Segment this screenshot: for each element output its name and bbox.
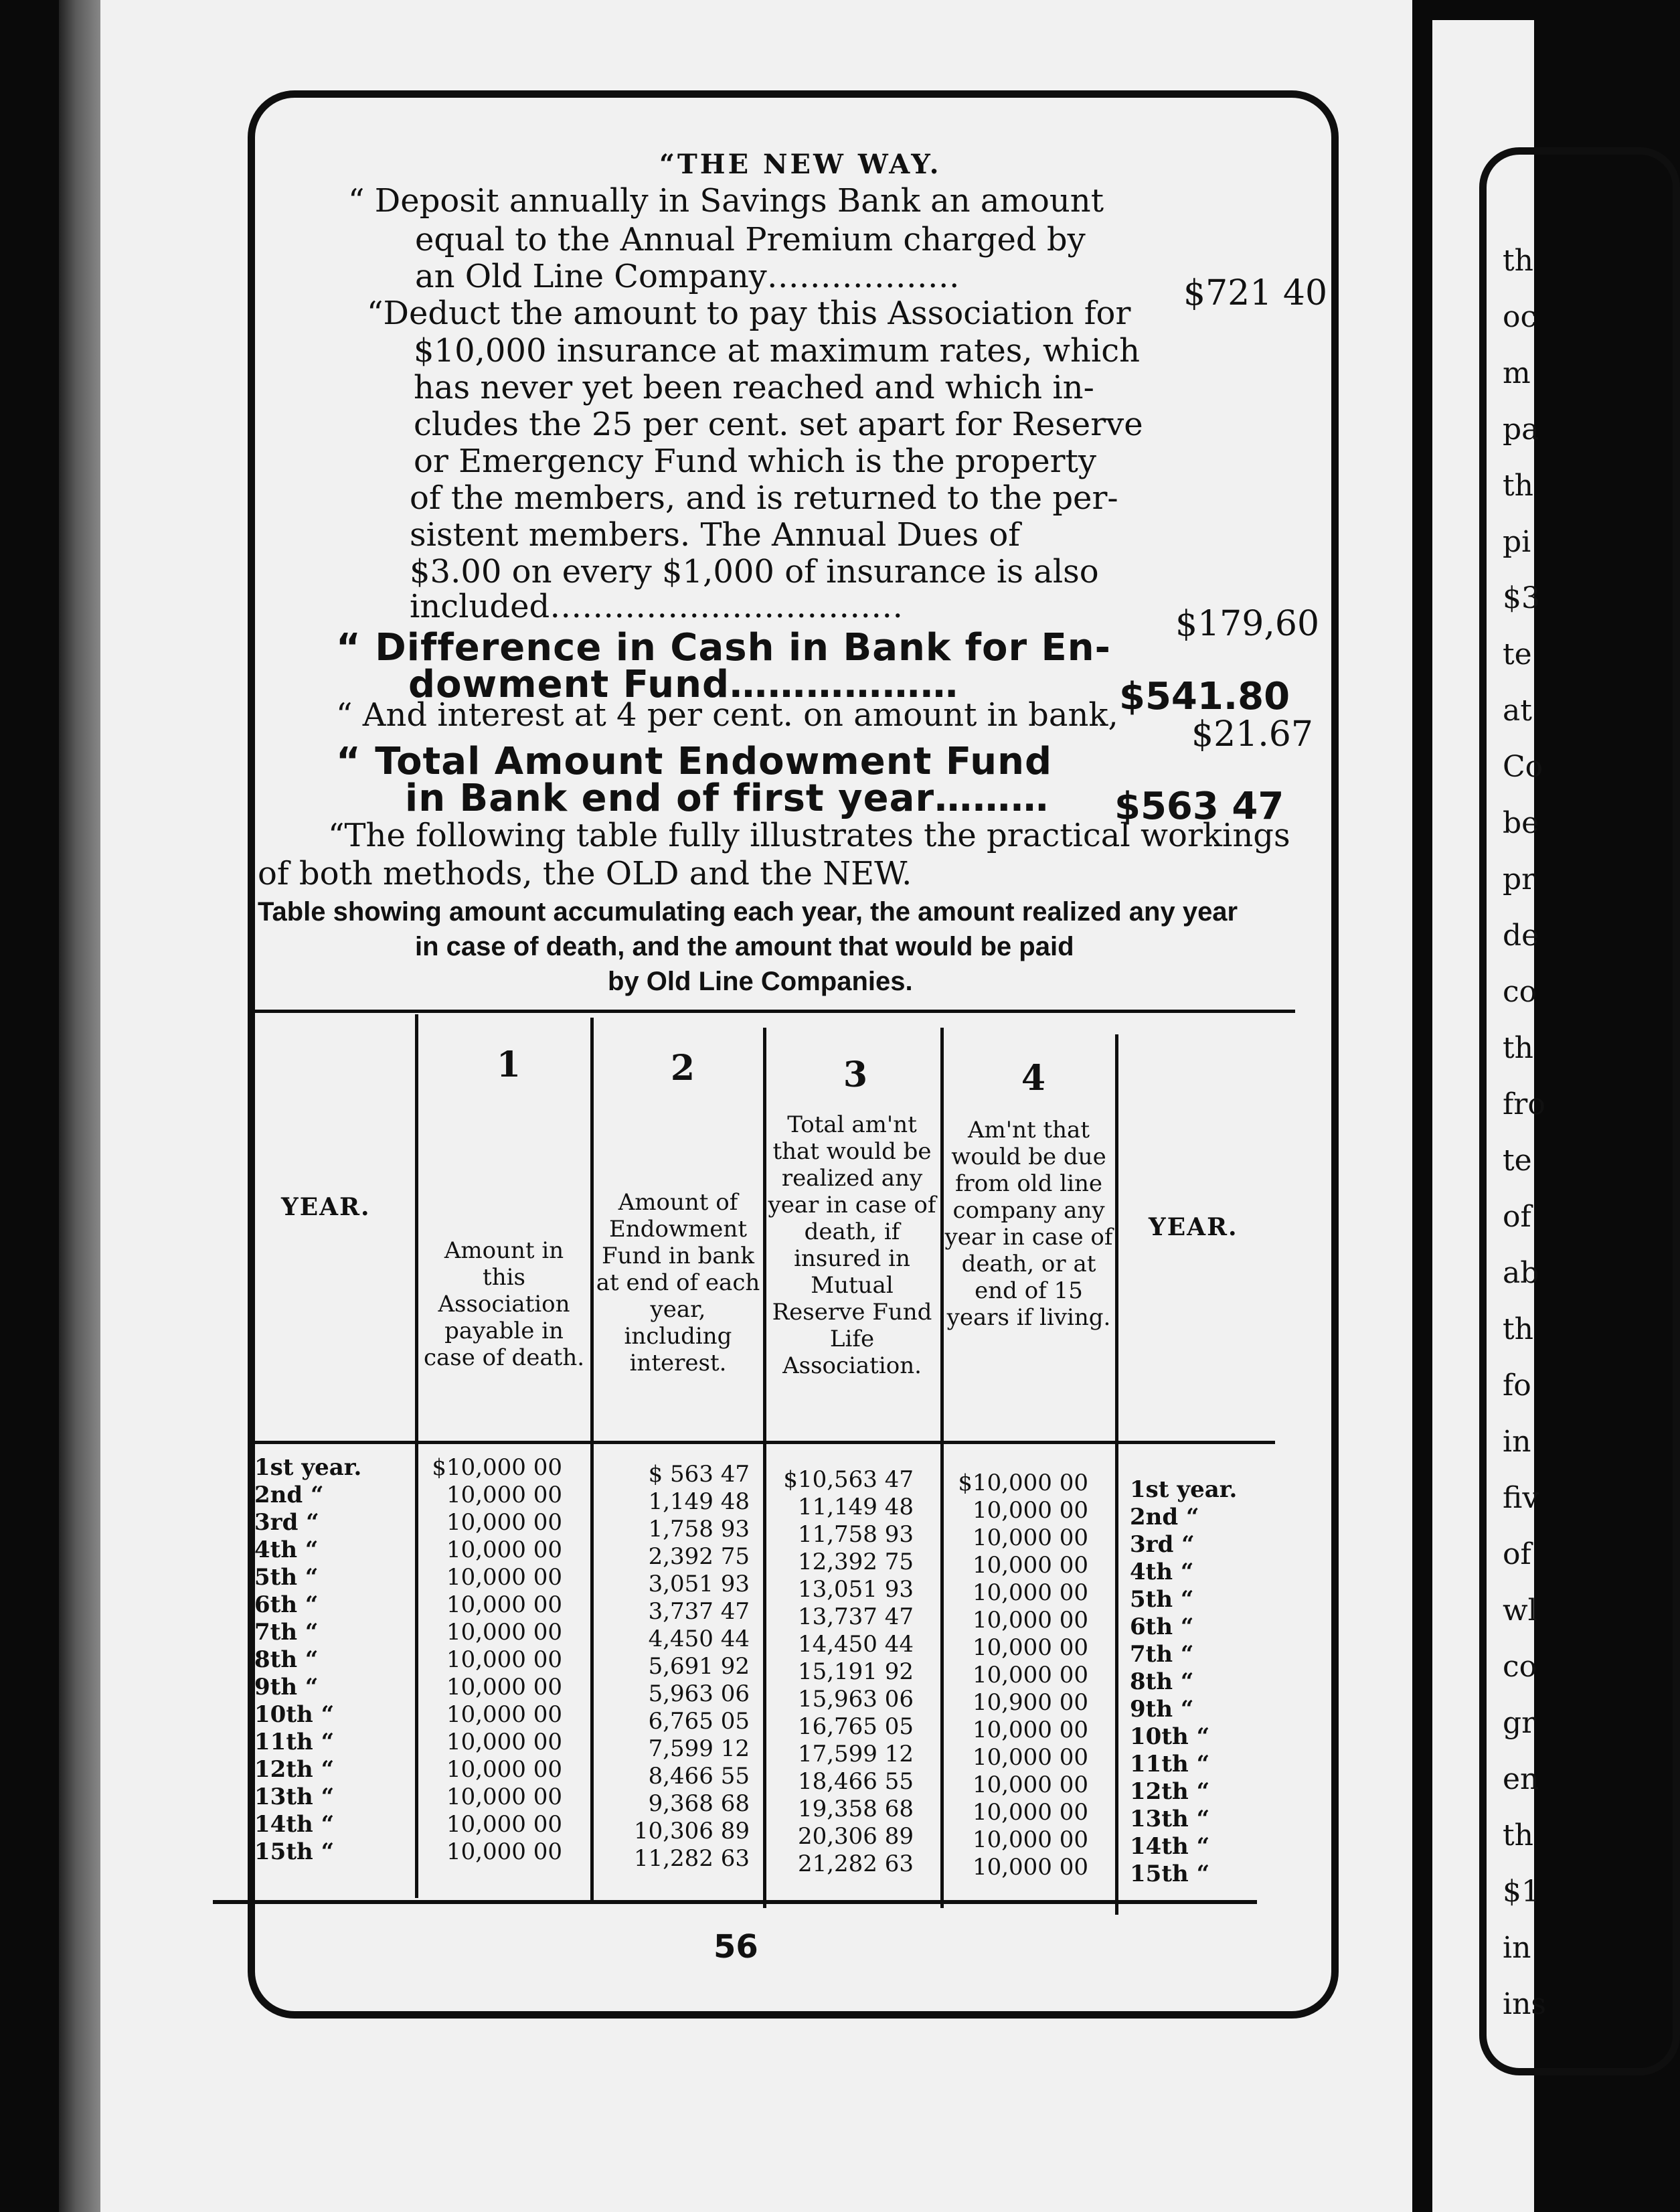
column-2-values [596, 1461, 750, 1873]
old-line-due-cell: 10,000 00 [972, 1634, 1088, 1661]
endowment-fund-cell: $ 563 47 [648, 1461, 750, 1488]
deposit-line-3: an Old Line Company……………… [415, 258, 960, 295]
right-page-fragment: Co [1503, 750, 1543, 784]
year-cell: 11th “ [1130, 1751, 1210, 1778]
amount-payable-cell: 10,000 00 [446, 1674, 562, 1701]
total-line-2: in Bank end of first year……… [405, 777, 1049, 820]
right-page-fragment: th [1503, 469, 1534, 503]
total-realized-cell: 15,191 92 [797, 1658, 914, 1685]
amount-payable-cell: 10,000 00 [446, 1564, 562, 1591]
old-line-due-cell: 10,000 00 [972, 1552, 1088, 1579]
year-cell: 8th “ [1130, 1668, 1194, 1695]
year-cell: 4th “ [254, 1536, 319, 1563]
year-cell: 10th “ [1130, 1723, 1210, 1750]
endowment-fund-cell: 9,368 68 [648, 1790, 750, 1817]
year-cell: 3rd “ [254, 1509, 319, 1536]
amount-payable-cell: $10,000 00 [432, 1454, 562, 1481]
right-page-fragment: oc [1503, 300, 1537, 334]
total-realized-cell: 13,737 47 [797, 1603, 914, 1630]
old-line-due-cell: 10,000 00 [972, 1497, 1088, 1524]
amount-payable-cell: 10,000 00 [446, 1811, 562, 1838]
amount-payable-cell: 10,000 00 [446, 1591, 562, 1618]
column-divider-3 [763, 1028, 766, 1908]
right-page-fragment: be [1503, 806, 1539, 840]
following-line-1: “The following table fully illustrates the practical workings [328, 817, 1290, 854]
right-page [1432, 20, 1546, 2212]
right-page-fragment: th [1503, 1312, 1534, 1346]
old-line-due-cell: 10,000 00 [972, 1744, 1088, 1771]
following-line-2: of both methods, the OLD and the NEW. [258, 855, 912, 892]
year-cell: 5th “ [1130, 1586, 1194, 1613]
year-cell: 12th “ [1130, 1778, 1210, 1805]
year-cell: 14th “ [254, 1811, 335, 1838]
old-line-due-cell: 10,000 00 [972, 1854, 1088, 1881]
endowment-fund-cell: 5,963 06 [648, 1680, 750, 1707]
right-page-fragment: of [1503, 1537, 1531, 1571]
total-realized-cell: $10,563 47 [783, 1466, 914, 1493]
deduct-line-8: $3.00 on every $1,000 of insurance is also [410, 553, 1099, 590]
year-cell: 5th “ [254, 1564, 319, 1591]
total-amount: $563 47 [1114, 785, 1284, 828]
deduct-line-3: has never yet been reached and which in- [414, 369, 1094, 406]
right-page-fragment: m [1503, 356, 1531, 390]
total-line-1: “ Total Amount Endowment Fund [336, 740, 1053, 783]
total-realized-cell: 19,358 68 [797, 1796, 914, 1822]
endowment-fund-cell: 10,306 89 [633, 1818, 750, 1844]
right-page-fragment: wl [1503, 1593, 1537, 1628]
year-cell: 7th “ [1130, 1641, 1194, 1668]
right-page-fragment: co [1503, 975, 1537, 1009]
book-spine [59, 0, 102, 2212]
amount-payable-cell: 10,000 00 [446, 1701, 562, 1728]
year-cell: 11th “ [254, 1729, 335, 1755]
amount-payable-cell: 10,000 00 [446, 1784, 562, 1810]
right-page-fragment: te [1503, 1143, 1532, 1178]
right-page-fragment: de [1503, 919, 1539, 953]
deduct-line-7: sistent members. The Annual Dues of [410, 516, 1021, 554]
right-page-fragment: in [1503, 1425, 1531, 1459]
right-page-fragment: $1 [1503, 1875, 1540, 1909]
year-cell: 7th “ [254, 1619, 319, 1646]
amount-payable-cell: 10,000 00 [446, 1756, 562, 1783]
right-page-fragment: fro [1503, 1087, 1545, 1121]
old-line-due-cell: 10,000 00 [972, 1607, 1088, 1634]
interest-line: “ And interest at 4 per cent. on amount in bank, [336, 696, 1118, 734]
deduct-line-2: $10,000 insurance at maximum rates, which [414, 332, 1141, 370]
year-cell: 6th “ [1130, 1613, 1194, 1640]
total-realized-cell: 16,765 05 [797, 1713, 914, 1740]
right-page-fragment: of [1503, 1200, 1531, 1234]
right-page-fragment: at [1503, 694, 1532, 728]
right-page-fragment: fiv [1503, 1481, 1539, 1515]
year-cell: 2nd “ [254, 1482, 324, 1508]
total-realized-cell: 11,149 48 [797, 1494, 914, 1520]
header-bottom-rule [251, 1441, 1275, 1444]
year-cell: 1st year. [1130, 1476, 1238, 1503]
year-cell: 10th “ [254, 1701, 335, 1728]
year-cell: 15th “ [1130, 1861, 1210, 1887]
column-header-4: Am'nt that would be due from old line company any year in case of death, or at end of 15 years if living. [944, 1117, 1113, 1331]
deduct-line-9: included…………………………… [410, 588, 904, 625]
table-bottom-rule [213, 1900, 1257, 1904]
year-header-right: YEAR. [1149, 1213, 1238, 1241]
endowment-fund-cell: 11,282 63 [633, 1845, 750, 1872]
right-page-fragment: te [1503, 637, 1532, 672]
deduct-line-1: “Deduct the amount to pay this Association for [367, 295, 1131, 332]
column-divider-4 [940, 1028, 944, 1908]
page-number: 56 [713, 1928, 758, 1966]
column-number-1: 1 [496, 1044, 521, 1085]
amount-payable-cell: 10,000 00 [446, 1729, 562, 1755]
total-realized-cell: 15,963 06 [797, 1686, 914, 1713]
amount-payable-cell: 10,000 00 [446, 1838, 562, 1865]
right-page-fragment: gr [1503, 1706, 1536, 1740]
right-page-fragment: pi [1503, 525, 1531, 559]
column-header-1: Amount in this Association payable in case of death. [423, 1237, 585, 1371]
table-top-rule [251, 1010, 1295, 1013]
endowment-fund-cell: 6,765 05 [648, 1708, 750, 1735]
endowment-fund-cell: 4,450 44 [648, 1626, 750, 1652]
total-realized-cell: 20,306 89 [797, 1823, 914, 1850]
amount-payable-cell: 10,000 00 [446, 1509, 562, 1536]
column-number-4: 4 [1021, 1058, 1046, 1099]
right-page-fragment: ins [1503, 1987, 1546, 2021]
interest-amount: $21.67 [1191, 714, 1313, 755]
deposit-line-2: equal to the Annual Premium charged by [415, 221, 1086, 258]
right-page-fragment: pa [1503, 412, 1539, 447]
right-page-fragment: pr [1503, 862, 1536, 896]
table-caption-line-2: in case of death, and the amount that would be paid [415, 932, 1074, 961]
old-line-due-cell: $10,000 00 [958, 1470, 1088, 1496]
amount-payable-cell: 10,000 00 [446, 1646, 562, 1673]
column-divider-2 [590, 1018, 594, 1901]
year-cell: 3rd “ [1130, 1531, 1195, 1558]
old-line-due-cell: 10,000 00 [972, 1799, 1088, 1826]
year-cell: 14th “ [1130, 1833, 1210, 1860]
old-line-due-cell: 10,900 00 [972, 1689, 1088, 1716]
year-cell: 12th “ [254, 1756, 335, 1783]
years-left-column [254, 1454, 361, 1866]
deduct-amount: $179,60 [1175, 604, 1320, 644]
total-realized-cell: 14,450 44 [797, 1631, 914, 1658]
endowment-fund-cell: 7,599 12 [648, 1735, 750, 1762]
year-header-left: YEAR. [281, 1193, 371, 1221]
total-realized-cell: 17,599 12 [797, 1741, 914, 1767]
old-line-due-cell: 10,000 00 [972, 1662, 1088, 1688]
total-realized-cell: 13,051 93 [797, 1576, 914, 1603]
difference-line-1: “ Difference in Cash in Bank for En- [336, 626, 1111, 669]
deduct-line-4: cludes the 25 per cent. set apart for Reserve [414, 406, 1143, 443]
right-page-fragment: in [1503, 1931, 1531, 1965]
endowment-fund-cell: 3,737 47 [648, 1598, 750, 1625]
right-page-fragment: en [1503, 1762, 1539, 1796]
year-cell: 13th “ [1130, 1806, 1210, 1832]
column-header-3: Total am'nt that would be realized any year in case of death, if insured in Mutual Reserve Fund Life Association. [768, 1111, 936, 1379]
year-cell: 13th “ [254, 1784, 335, 1810]
amount-payable-cell: 10,000 00 [446, 1619, 562, 1646]
column-divider-1 [415, 1014, 418, 1898]
difference-line-2: dowment Fund……………… [408, 663, 959, 706]
total-realized-cell: 12,392 75 [797, 1549, 914, 1575]
year-cell: 8th “ [254, 1646, 319, 1673]
right-page-fragment: $3 [1503, 581, 1540, 615]
column-number-3: 3 [843, 1054, 868, 1095]
year-cell: 15th “ [254, 1838, 335, 1865]
table-caption-line-1: Table showing amount accumulating each year, the amount realized any year [258, 897, 1238, 927]
right-page-fragment: th [1503, 1031, 1534, 1065]
total-realized-cell: 21,282 63 [797, 1850, 914, 1877]
amount-payable-cell: 10,000 00 [446, 1482, 562, 1508]
deposit-amount: $721 40 [1183, 273, 1328, 313]
deduct-line-6: of the members, and is returned to the per- [410, 479, 1118, 517]
right-page-fragment: co [1503, 1650, 1537, 1684]
column-number-2: 2 [670, 1048, 695, 1089]
section-heading: “THE NEW WAY. [659, 149, 942, 180]
deduct-line-5: or Emergency Fund which is the property [414, 443, 1096, 480]
total-realized-cell: 11,758 93 [797, 1521, 914, 1548]
year-cell: 6th “ [254, 1591, 319, 1618]
endowment-fund-cell: 3,051 93 [648, 1571, 750, 1597]
total-realized-cell: 18,466 55 [797, 1768, 914, 1795]
endowment-fund-cell: 2,392 75 [648, 1543, 750, 1570]
column-header-2: Amount of Endowment Fund in bank at end of each year, including interest. [596, 1189, 760, 1376]
endowment-fund-cell: 5,691 92 [648, 1653, 750, 1680]
amount-payable-cell: 10,000 00 [446, 1536, 562, 1563]
year-cell: 9th “ [1130, 1696, 1194, 1723]
old-line-due-cell: 10,000 00 [972, 1717, 1088, 1743]
column-1-values [422, 1454, 562, 1866]
column-4-values [948, 1470, 1088, 1881]
column-divider-5 [1115, 1034, 1118, 1915]
year-cell: 4th “ [1130, 1559, 1194, 1585]
years-right-column [1130, 1476, 1237, 1888]
year-cell: 2nd “ [1130, 1504, 1199, 1530]
endowment-fund-cell: 1,758 93 [648, 1516, 750, 1543]
old-line-due-cell: 10,000 00 [972, 1826, 1088, 1853]
year-cell: 9th “ [254, 1674, 319, 1701]
endowment-fund-cell: 8,466 55 [648, 1763, 750, 1790]
old-line-due-cell: 10,000 00 [972, 1579, 1088, 1606]
column-3-values [770, 1466, 914, 1878]
deposit-line-1: “ Deposit annually in Savings Bank an amount [348, 182, 1104, 220]
year-cell: 1st year. [254, 1454, 362, 1481]
right-page-fragment: fo [1503, 1368, 1531, 1403]
endowment-fund-cell: 1,149 48 [648, 1488, 750, 1515]
right-page-fragment: ab [1503, 1256, 1539, 1290]
table-caption-line-3: by Old Line Companies. [608, 967, 913, 996]
old-line-due-cell: 10,000 00 [972, 1771, 1088, 1798]
right-page-fragment: th [1503, 1818, 1534, 1852]
right-page-fragment: th [1503, 244, 1534, 278]
difference-amount: $541.80 [1119, 675, 1290, 718]
old-line-due-cell: 10,000 00 [972, 1524, 1088, 1551]
